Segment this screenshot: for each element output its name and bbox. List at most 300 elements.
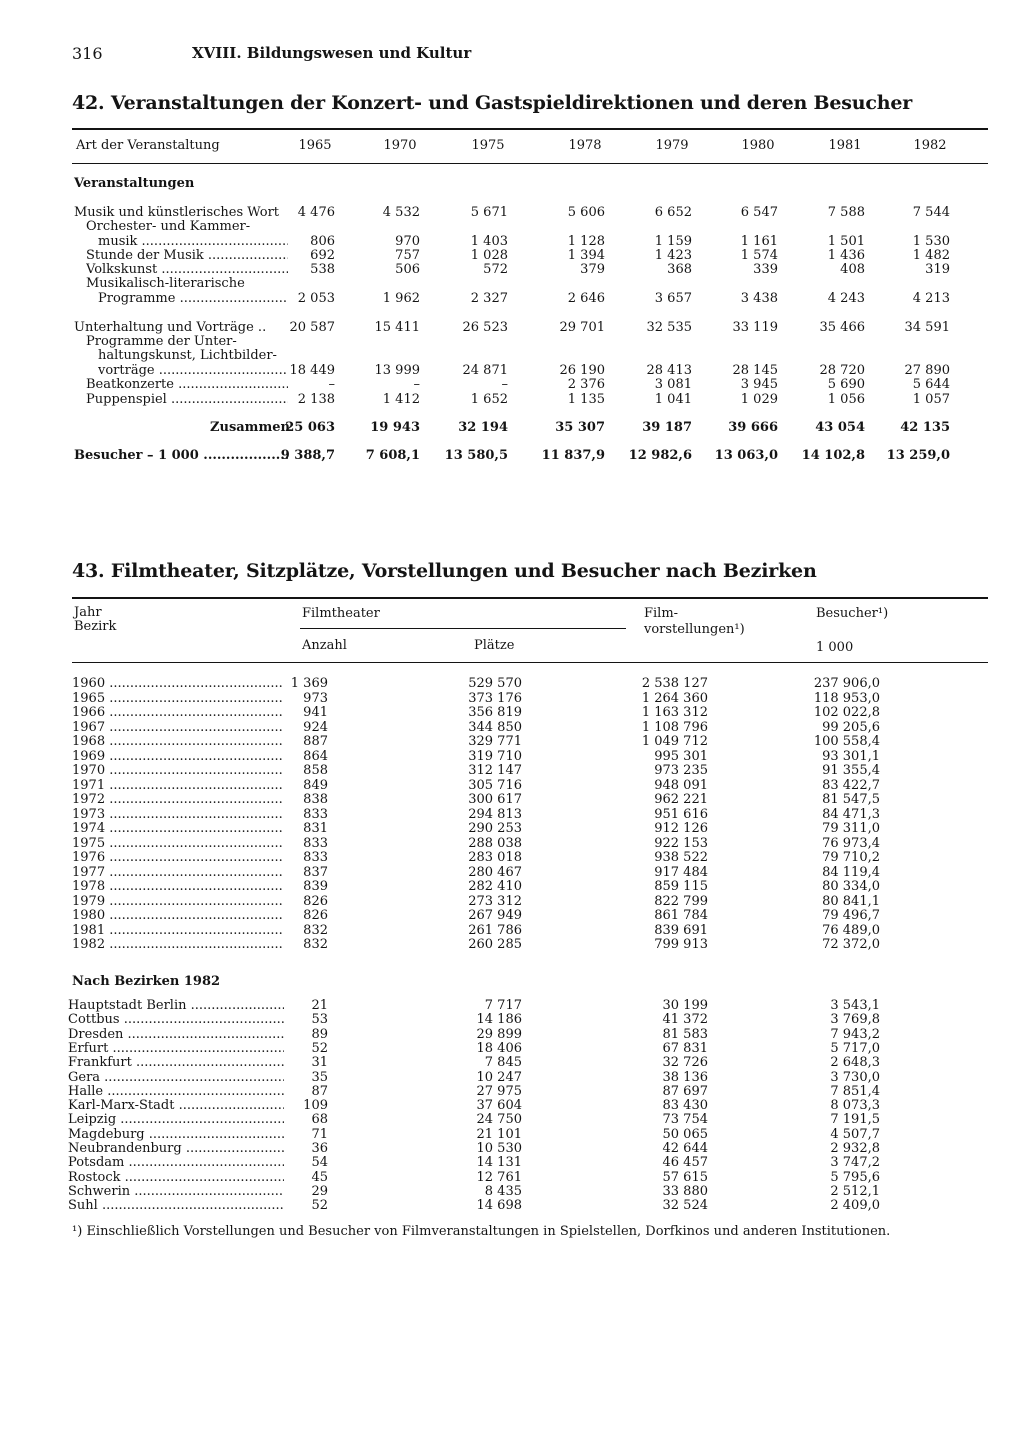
table-42-visitors-cell: 13 063,0 <box>714 448 778 463</box>
table-42-cell: 970 <box>395 234 420 249</box>
table-43-col-plaetze: Plätze <box>474 638 515 653</box>
table-43-district-label: Dresden ..... <box>68 1028 284 1042</box>
table-42-cell: 6 652 <box>654 205 692 220</box>
table-43-cell: 37 604 <box>476 1098 522 1114</box>
table-43-cell: 7 845 <box>484 1055 522 1071</box>
table-43-cell: 290 253 <box>468 821 522 836</box>
table-43-cell: 838 <box>303 792 328 807</box>
table-43-year-label: 1970 ..... <box>72 764 284 778</box>
table-43-cell: 2 512,1 <box>830 1183 880 1199</box>
table-42-total-cell: 32 194 <box>458 420 508 435</box>
table-43-cell: 356 819 <box>468 705 522 720</box>
table-43-cell: 102 022,8 <box>813 705 880 720</box>
table-43-year-label: 1981 ..... <box>72 924 284 938</box>
table-42-cell: 26 190 <box>559 363 605 378</box>
table-42-cell: 1 962 <box>382 291 420 306</box>
table-43-cell: 837 <box>303 864 328 880</box>
table-43-cell: 99 205,6 <box>822 719 880 735</box>
table-43-cell: 962 221 <box>654 792 708 807</box>
table-43-cell: 24 750 <box>476 1112 522 1128</box>
table-43-cell: 14 186 <box>476 1012 522 1028</box>
table-42-year-header: 1975 <box>471 138 505 153</box>
table-43-cell: 83 422,7 <box>822 777 880 793</box>
table-43-cell: 79 311,0 <box>822 821 880 836</box>
page-number: 316 <box>72 44 103 63</box>
table-43-cell: 14 698 <box>476 1198 522 1214</box>
table-42-row-label: Programme der Unter- <box>86 335 237 349</box>
table-42-cell: 4 243 <box>827 291 865 306</box>
table-43-cell: 799 913 <box>654 937 708 952</box>
table-42-cell: 4 476 <box>297 205 335 220</box>
table-43-col-besucher-1: Besucher¹) <box>816 606 889 621</box>
table-42-cell: 27 890 <box>904 363 950 378</box>
table-42-cell: 4 532 <box>382 205 420 220</box>
table-42-cell: 1 403 <box>470 234 508 249</box>
table-43-cell: 35 <box>311 1069 328 1085</box>
table-42-cell: 24 871 <box>462 363 508 378</box>
table-42-visitors-cell: 7 608,1 <box>365 448 420 463</box>
table-43-col-besucher-2: 1 000 <box>816 640 854 655</box>
table-43-cell: 7 851,4 <box>830 1083 880 1099</box>
table-43-cell: 109 <box>303 1098 328 1114</box>
table-43-cell: 21 <box>311 998 328 1013</box>
table-43-year-label: 1965 ..... <box>72 692 284 706</box>
running-head <box>72 44 472 63</box>
table-43-cell: 849 <box>303 777 328 793</box>
table-42-row-label: Musikalisch-literarische <box>86 277 245 291</box>
table-43-cell: 32 524 <box>662 1198 708 1214</box>
table-42-cell: 1 056 <box>827 392 865 407</box>
table-43-cell: 861 784 <box>654 908 708 923</box>
table-42-cell: 1 057 <box>912 392 950 407</box>
table-43-cell: 973 <box>303 690 328 706</box>
table-43-year-label: 1974 ..... <box>72 822 284 836</box>
table-42-cell: 1 128 <box>567 234 605 249</box>
table-43-cell: 87 697 <box>662 1083 708 1099</box>
table-43-year-label: 1982 ..... <box>72 938 284 952</box>
table-43-cell: 833 <box>303 850 328 865</box>
table-43-district-label: Halle ..... <box>68 1085 284 1099</box>
table-42-cell: 408 <box>840 262 865 277</box>
table-43-cell: 922 153 <box>654 835 708 851</box>
table-43-cell: 31 <box>311 1055 328 1071</box>
table-43-district-label: Rostock ..... <box>68 1171 284 1185</box>
table-43-cell: 80 334,0 <box>822 879 880 894</box>
table-43-cell: 5 717,0 <box>830 1040 880 1056</box>
table-43-cell: 973 235 <box>654 763 708 778</box>
table-43-cell: 938 522 <box>654 850 708 865</box>
table-42-cell: 1 436 <box>827 248 865 263</box>
table-42-row-label: Programme ..... <box>98 292 288 306</box>
table-42-cell: 1 482 <box>912 248 950 263</box>
table-42-cell: 379 <box>580 262 605 277</box>
table-42-cell: 339 <box>753 262 778 277</box>
table-42-cell: 13 999 <box>374 363 420 378</box>
table-43-cell: 1 264 360 <box>641 690 708 706</box>
table-42-total-cell: 25 063 <box>285 420 335 435</box>
table-43-cell: 79 710,2 <box>822 850 880 865</box>
table-43-cell: 839 691 <box>654 922 708 938</box>
table-42-row-label: vorträge ..... <box>98 364 288 378</box>
table-42-cell: 692 <box>310 248 335 263</box>
table-43-cell: 42 644 <box>662 1141 708 1156</box>
table-42-cell: 3 657 <box>654 291 692 306</box>
table-43-cell: 305 716 <box>468 777 522 793</box>
table-43-cell: 18 406 <box>476 1040 522 1056</box>
table-43-district-label: Leipzig ..... <box>68 1113 284 1127</box>
table-42-year-header: 1965 <box>298 138 332 153</box>
table-43-cell: 29 <box>311 1183 328 1199</box>
table-42-row-label: Stunde der Musik ..... <box>86 249 288 263</box>
table-43-year-label: 1975 ..... <box>72 837 284 851</box>
table-42-cell: 20 587 <box>289 320 335 335</box>
table-43-cell: 4 507,7 <box>830 1126 880 1142</box>
table-43-district-label: Erfurt ..... <box>68 1042 284 1056</box>
table-43-col-vorstellungen-1: Film- <box>644 606 679 621</box>
table-42-cell: 1 530 <box>912 234 950 249</box>
table-42-total-cell: 43 054 <box>815 420 865 435</box>
table-42-cell: 34 591 <box>904 320 950 335</box>
table-42-cell: 572 <box>483 262 508 277</box>
table-42-cell: 2 646 <box>567 291 605 306</box>
table-43-cell: 14 131 <box>476 1155 522 1171</box>
table-42-cell: 35 466 <box>819 320 865 335</box>
table-42-year-header: 1970 <box>383 138 417 153</box>
table-43-cell: 91 355,4 <box>822 763 880 778</box>
table-42-row-label: Puppenspiel ..... <box>86 393 288 407</box>
table-42-visitors-label: Besucher – 1 000 ..... <box>74 449 288 463</box>
table-43-cell: 237 906,0 <box>813 676 880 691</box>
table-43-cell: 7 943,2 <box>830 1026 880 1042</box>
table-43-cell: 21 101 <box>476 1126 522 1142</box>
table-42-total-cell: 39 187 <box>642 420 692 435</box>
table-43-cell: 941 <box>303 705 328 720</box>
table-43-district-label: Magdeburg ..... <box>68 1128 284 1142</box>
table-43-year-label: 1979 ..... <box>72 895 284 909</box>
table-43-cell: 831 <box>303 821 328 836</box>
table-43-cell: 283 018 <box>468 850 522 865</box>
table-43-cell: 344 850 <box>468 719 522 735</box>
table-43-cell: 833 <box>303 835 328 851</box>
table-42-cell: 319 <box>925 262 950 277</box>
table-43-cell: 38 136 <box>662 1069 708 1085</box>
table-43-cell: 3 747,2 <box>830 1155 880 1171</box>
table-43-district-label: Suhl ..... <box>68 1199 284 1213</box>
table-43-cell: 8 435 <box>484 1183 522 1199</box>
table-42-year-header: 1982 <box>913 138 947 153</box>
table-43-stub-header-bezirk: Bezirk <box>74 619 117 634</box>
table-43-cell: 50 065 <box>662 1126 708 1142</box>
table-43-cell: 81 583 <box>662 1026 708 1042</box>
table-42-row-label: Volkskunst ..... <box>86 263 288 277</box>
table-43-year-label: 1969 ..... <box>72 750 284 764</box>
table-42-row-label: musik ..... <box>98 235 288 249</box>
footnote-marker: ¹) <box>72 1224 83 1239</box>
table-43-cell: 89 <box>311 1026 328 1042</box>
table-43-cell: 839 <box>303 879 328 894</box>
table-43-cell: 118 953,0 <box>813 690 880 706</box>
table-43-district-label: Hauptstadt Berlin ..... <box>68 999 284 1013</box>
table-42-cell: 28 720 <box>819 363 865 378</box>
table-43-cell: 288 038 <box>468 835 522 851</box>
table-43-cell: 7 191,5 <box>830 1112 880 1128</box>
table-43-col-anzahl: Anzahl <box>302 638 347 653</box>
table-43-cell: 864 <box>303 748 328 764</box>
table-43-year-label: 1968 ..... <box>72 735 284 749</box>
table-43-cell: 87 <box>311 1083 328 1099</box>
table-43-cell: 76 489,0 <box>822 922 880 938</box>
table-42-cell: 18 449 <box>289 363 335 378</box>
table-42-cell: 3 438 <box>740 291 778 306</box>
table-43-cell: 948 091 <box>654 777 708 793</box>
table-42-year-header: 1980 <box>741 138 775 153</box>
table-42-cell: 5 644 <box>912 377 950 392</box>
table-43-cell: 5 795,6 <box>830 1169 880 1185</box>
table-43-district-label: Frankfurt ..... <box>68 1056 284 1070</box>
table-43-year-label: 1976 ..... <box>72 851 284 865</box>
table-43-year-label: 1971 ..... <box>72 779 284 793</box>
table-43-cell: 8 073,3 <box>830 1098 880 1114</box>
table-42-cell: 32 535 <box>646 320 692 335</box>
table-43-cell: 67 831 <box>662 1040 708 1056</box>
table-42-row-label: Beatkonzerte ..... <box>86 378 288 392</box>
table-42-cell: 1 135 <box>567 392 605 407</box>
table-43-cell: 53 <box>311 1012 328 1028</box>
table-43-cell: 10 247 <box>476 1069 522 1085</box>
table-43-cell: 83 430 <box>662 1098 708 1114</box>
table-43-cell: 93 301,1 <box>822 748 880 764</box>
table-43-cell: 79 496,7 <box>822 908 880 923</box>
table-42-cell: 26 523 <box>462 320 508 335</box>
table-43-cell: 294 813 <box>468 806 522 822</box>
table-43-cell: 1 163 312 <box>641 705 708 720</box>
table-43-cell: 12 761 <box>476 1169 522 1185</box>
table-43-district-label: Cottbus ..... <box>68 1013 284 1027</box>
table-43-cell: 2 409,0 <box>830 1198 880 1214</box>
table-42-stub-header: Art der Veranstaltung <box>76 138 220 153</box>
table-43-year-label: 1978 ..... <box>72 880 284 894</box>
table-42-visitors-cell: 13 259,0 <box>886 448 950 463</box>
table-43-cell: 1 369 <box>290 676 328 691</box>
table-42-cell: 1 412 <box>382 392 420 407</box>
table-43-cell: 2 932,8 <box>830 1141 880 1156</box>
table-43-cell: 1 049 712 <box>641 734 708 749</box>
table-43-cell: 822 799 <box>654 893 708 909</box>
table-43-cell: 924 <box>303 719 328 735</box>
table-43-header-rule <box>72 662 988 663</box>
table-42-total-cell: 39 666 <box>728 420 778 435</box>
table-43-cell: 260 285 <box>468 937 522 952</box>
table-43-cell: 52 <box>311 1198 328 1214</box>
table-42-cell: 1 652 <box>470 392 508 407</box>
table-43-stub-header-jahr: Jahr <box>74 605 102 620</box>
table-43-year-label: 1973 ..... <box>72 808 284 822</box>
table-43-cell: 832 <box>303 922 328 938</box>
table-43-group-header: Filmtheater <box>302 606 380 621</box>
table-42-cell: 15 411 <box>374 320 420 335</box>
table-43-cell: 36 <box>311 1141 328 1156</box>
table-42-cell: 1 394 <box>567 248 605 263</box>
table-43-cell: 100 558,4 <box>813 734 880 749</box>
table-43-cell: 3 769,8 <box>830 1012 880 1028</box>
table-42-total-label: Zusammen <box>210 420 290 435</box>
table-42-row-label: haltungskunst, Lichtbilder- <box>98 349 277 363</box>
table-42-visitors-cell: 11 837,9 <box>541 448 605 463</box>
table-43-top-rule <box>72 597 988 599</box>
table-43-cell: 951 616 <box>654 806 708 822</box>
table-42-cell: 506 <box>395 262 420 277</box>
table-43-cell: 71 <box>311 1126 328 1142</box>
table-43-cell: 312 147 <box>468 763 522 778</box>
table-43-cell: 76 973,4 <box>822 835 880 851</box>
table-42-cell: 1 501 <box>827 234 865 249</box>
table-43-cell: 887 <box>303 734 328 749</box>
table-43-cell: 373 176 <box>468 690 522 706</box>
table-42-section-heading: Veranstaltungen <box>74 176 195 191</box>
table-42-cell: 2 138 <box>297 392 335 407</box>
table-42-visitors-cell: 13 580,5 <box>444 448 508 463</box>
table-43-year-label: 1980 ..... <box>72 909 284 923</box>
table-42-year-header: 1979 <box>655 138 689 153</box>
table-43-cell: 826 <box>303 908 328 923</box>
table-43-cell: 30 199 <box>662 998 708 1013</box>
table-42-cell: 1 423 <box>654 248 692 263</box>
table-42-cell: 29 701 <box>559 320 605 335</box>
table-43-cell: 826 <box>303 893 328 909</box>
table-43-cell: 300 617 <box>468 792 522 807</box>
footnote-text: Einschließlich Vorstellungen und Besucher von Filmveranstaltungen in Spielstellen, Dorfkinos und anderen Institutionen. <box>86 1224 891 1239</box>
table-43-cell: 832 <box>303 937 328 952</box>
table-42-title: 42. Veranstaltungen der Konzert- und Gastspieldirektionen und deren Besucher <box>72 92 913 114</box>
table-43-cell: 267 949 <box>468 908 522 923</box>
table-43-cell: 3 730,0 <box>830 1069 880 1085</box>
table-43-cell: 1 108 796 <box>641 719 708 735</box>
table-43-cell: 68 <box>311 1112 328 1128</box>
table-43-cell: 33 880 <box>662 1183 708 1199</box>
table-43-cell: 3 543,1 <box>830 998 880 1013</box>
table-43-cell: 2 648,3 <box>830 1055 880 1071</box>
table-42-visitors-cell: 14 102,8 <box>801 448 865 463</box>
table-43-cell: 529 570 <box>468 676 522 691</box>
table-43-district-heading: Nach Bezirken 1982 <box>72 974 221 989</box>
table-42-cell: 28 145 <box>732 363 778 378</box>
table-42-total-cell: 19 943 <box>370 420 420 435</box>
table-43-cell: 54 <box>311 1155 328 1171</box>
table-42-cell: 4 213 <box>912 291 950 306</box>
table-43-cell: 52 <box>311 1040 328 1056</box>
table-42-cell: – <box>413 377 420 392</box>
table-42-year-header: 1981 <box>828 138 862 153</box>
table-43-year-label: 1977 ..... <box>72 866 284 880</box>
table-42-cell: 1 159 <box>654 234 692 249</box>
table-42-cell: 757 <box>395 248 420 263</box>
table-43-year-label: 1967 ..... <box>72 721 284 735</box>
table-42-header-rule <box>72 163 988 164</box>
table-43-cell: 84 471,3 <box>822 806 880 822</box>
table-43-cell: 72 372,0 <box>822 937 880 952</box>
table-42-cell: 1 029 <box>740 392 778 407</box>
table-43-district-label: Neubrandenburg ..... <box>68 1142 284 1156</box>
table-43-cell: 912 126 <box>654 821 708 836</box>
table-43-cell: 10 530 <box>476 1141 522 1156</box>
table-43-year-label: 1972 ..... <box>72 793 284 807</box>
table-43-district-label: Schwerin ..... <box>68 1185 284 1199</box>
table-43-footnote <box>72 1224 890 1239</box>
table-42-cell: 1 041 <box>654 392 692 407</box>
table-42-cell: – <box>328 377 335 392</box>
table-43-district-label: Karl-Marx-Stadt ..... <box>68 1099 284 1113</box>
table-42-year-header: 1978 <box>568 138 602 153</box>
table-42-cell: 1 161 <box>740 234 778 249</box>
table-43-cell: 81 547,5 <box>822 792 880 807</box>
table-42-cell: 3 945 <box>740 377 778 392</box>
table-43-cell: 858 <box>303 763 328 778</box>
table-43-cell: 917 484 <box>654 864 708 880</box>
table-43-cell: 833 <box>303 806 328 822</box>
table-43-year-label: 1966 ..... <box>72 706 284 720</box>
table-42-cell: 1 028 <box>470 248 508 263</box>
table-42-cell: 6 547 <box>740 205 778 220</box>
table-43-cell: 41 372 <box>662 1012 708 1028</box>
table-42-cell: 806 <box>310 234 335 249</box>
table-43-cell: 27 975 <box>476 1083 522 1099</box>
table-42-total-cell: 35 307 <box>555 420 605 435</box>
table-42-cell: – <box>501 377 508 392</box>
table-43-cell: 46 457 <box>662 1155 708 1171</box>
table-42-cell: 5 690 <box>827 377 865 392</box>
table-43-cell: 7 717 <box>484 998 522 1013</box>
table-43-cell: 84 119,4 <box>822 864 880 880</box>
table-42-cell: 368 <box>667 262 692 277</box>
table-42-cell: 2 327 <box>470 291 508 306</box>
table-42-cell: 3 081 <box>654 377 692 392</box>
table-43-cell: 859 115 <box>654 879 708 894</box>
table-43-col-vorstellungen-2: vorstellungen¹) <box>644 622 745 637</box>
table-43-cell: 45 <box>311 1169 328 1185</box>
table-42-cell: 2 053 <box>297 291 335 306</box>
table-42-cell: 7 588 <box>827 205 865 220</box>
table-43-cell: 282 410 <box>468 879 522 894</box>
table-43-cell: 29 899 <box>476 1026 522 1042</box>
table-42-row-label: Musik und künstlerisches Wort <box>74 206 280 220</box>
table-42-cell: 33 119 <box>732 320 778 335</box>
table-43-cell: 57 615 <box>662 1169 708 1185</box>
table-43-group-rule <box>300 628 626 629</box>
table-42-total-cell: 42 135 <box>900 420 950 435</box>
table-42-cell: 1 574 <box>740 248 778 263</box>
table-42-row-label: Orchester- und Kammer- <box>86 220 251 234</box>
table-42-visitors-cell: 12 982,6 <box>628 448 692 463</box>
table-42-cell: 5 671 <box>470 205 508 220</box>
table-42-cell: 28 413 <box>646 363 692 378</box>
table-43-district-label: Gera ..... <box>68 1071 284 1085</box>
table-43-cell: 319 710 <box>468 748 522 764</box>
table-42-cell: 5 606 <box>567 205 605 220</box>
table-43-cell: 280 467 <box>468 864 522 880</box>
table-43-cell: 2 538 127 <box>641 676 708 691</box>
table-43-cell: 329 771 <box>468 734 522 749</box>
section-title: XVIII. Bildungswesen und Kultur <box>192 44 472 62</box>
table-42-top-rule <box>72 128 988 130</box>
table-43-cell: 73 754 <box>662 1112 708 1128</box>
table-42-visitors-cell: 9 388,7 <box>280 448 335 463</box>
table-43-title: 43. Filmtheater, Sitzplätze, Vorstellungen und Besucher nach Bezirken <box>72 560 817 582</box>
table-43-year-label: 1960 ..... <box>72 677 284 691</box>
table-43-cell: 273 312 <box>468 893 522 909</box>
table-43-cell: 32 726 <box>662 1055 708 1071</box>
table-43-cell: 80 841,1 <box>822 893 880 909</box>
table-43-district-label: Potsdam ..... <box>68 1156 284 1170</box>
